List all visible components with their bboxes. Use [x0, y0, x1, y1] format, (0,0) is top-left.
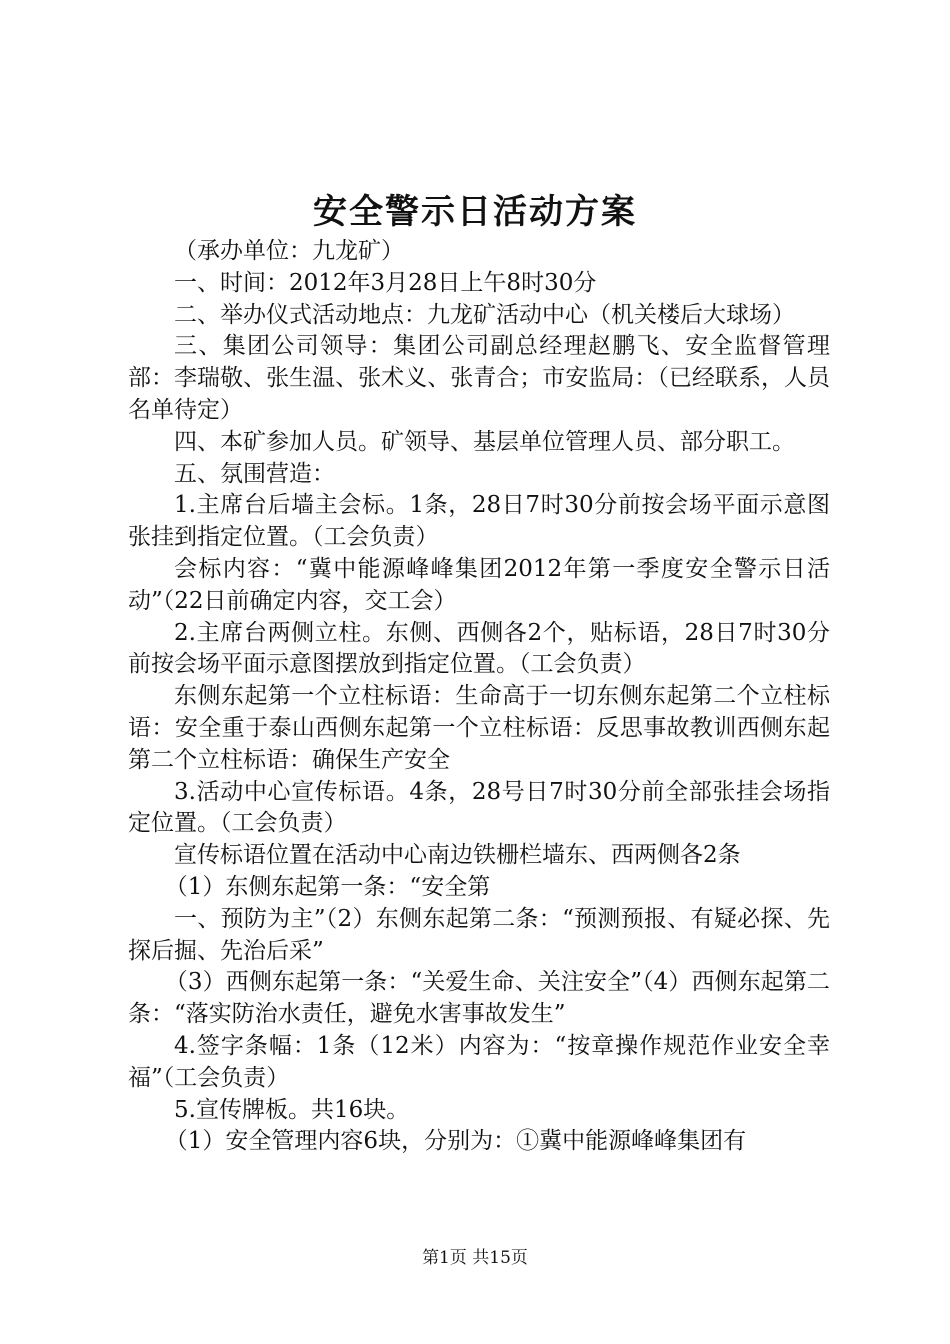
page-footer: 第1页 共15页 [422, 1248, 528, 1268]
paragraph-organizer: （承办单位：九龙矿） [174, 238, 404, 264]
paragraph-item-5: 5.宣传牌板。共16块。 [174, 1096, 410, 1123]
paragraph-venue: 二、举办仪式活动地点：九龙矿活动中心（机关楼后大球场） [174, 301, 795, 328]
document-title: 安全警示日活动方案 [313, 192, 637, 232]
paragraph-participants: 四、本矿参加人员。矿领导、基层单位管理人员、部分职工。 [174, 428, 795, 455]
paragraph-slogan-location: 宣传标语位置在活动中心南边铁栅栏墙东、西两侧各2条 [174, 842, 741, 869]
document-body [128, 236, 830, 1158]
paragraph-leaders: 三、集团公司领导：集团公司副总经理赵鹏飞、安全监督管理部：李瑞敬、张生温、张术义、张青合；市安监局：（已经联系，人员名单待定） [128, 333, 830, 423]
paragraph-boards-list: （1）安全管理内容6块，分别为：①冀中能源峰峰集团有 [164, 1128, 747, 1155]
paragraph-atmosphere: 五、氛围营造： [174, 460, 335, 487]
paragraph-time: 一、时间：2012年3月28日上午8时30分 [174, 269, 597, 296]
paragraph-item-1: 1.主席台后墙主会标。1条，28日7时30分前按会场平面示意图张挂到指定位置。（工会负责） [128, 492, 830, 551]
paragraph-item-4: 4.签字条幅：1条（12米）内容为：“按章操作规范作业安全幸福”（工会负责） [128, 1032, 830, 1091]
paragraph-item-3: 3.活动中心宣传标语。4条，28号日7时30分前全部张挂会场指定位置。（工会负责） [128, 778, 830, 837]
paragraph-slogan-2: 一、预防为主”（2）东侧东起第二条：“预测预报、有疑必探、先探后掘、先治后采” [128, 905, 830, 964]
paragraph-banner-content: 会标内容：“冀中能源峰峰集团2012年第一季度安全警示日活动”（22日前确定内容，交工会） [128, 555, 830, 614]
paragraph-item-2: 2.主席台两侧立柱。东侧、西侧各2个，贴标语，28日7时30分前按会场平面示意图摆放到指定位置。（工会负责） [128, 619, 830, 678]
paragraph-slogan-3-4: （3）西侧东起第一条：“关爱生命、关注安全”（4）西侧东起第二条：“落实防治水责任，避免水害事故发生” [128, 969, 830, 1028]
paragraph-slogan-1: （1）东侧东起第一条：“安全第 [164, 873, 491, 900]
paragraph-pillar-slogans: 东侧东起第一个立柱标语：生命高于一切东侧东起第二个立柱标语：安全重于泰山西侧东起第一个立柱标语：反思事故教训西侧东起第二个立柱标语：确保生产安全 [128, 683, 830, 773]
